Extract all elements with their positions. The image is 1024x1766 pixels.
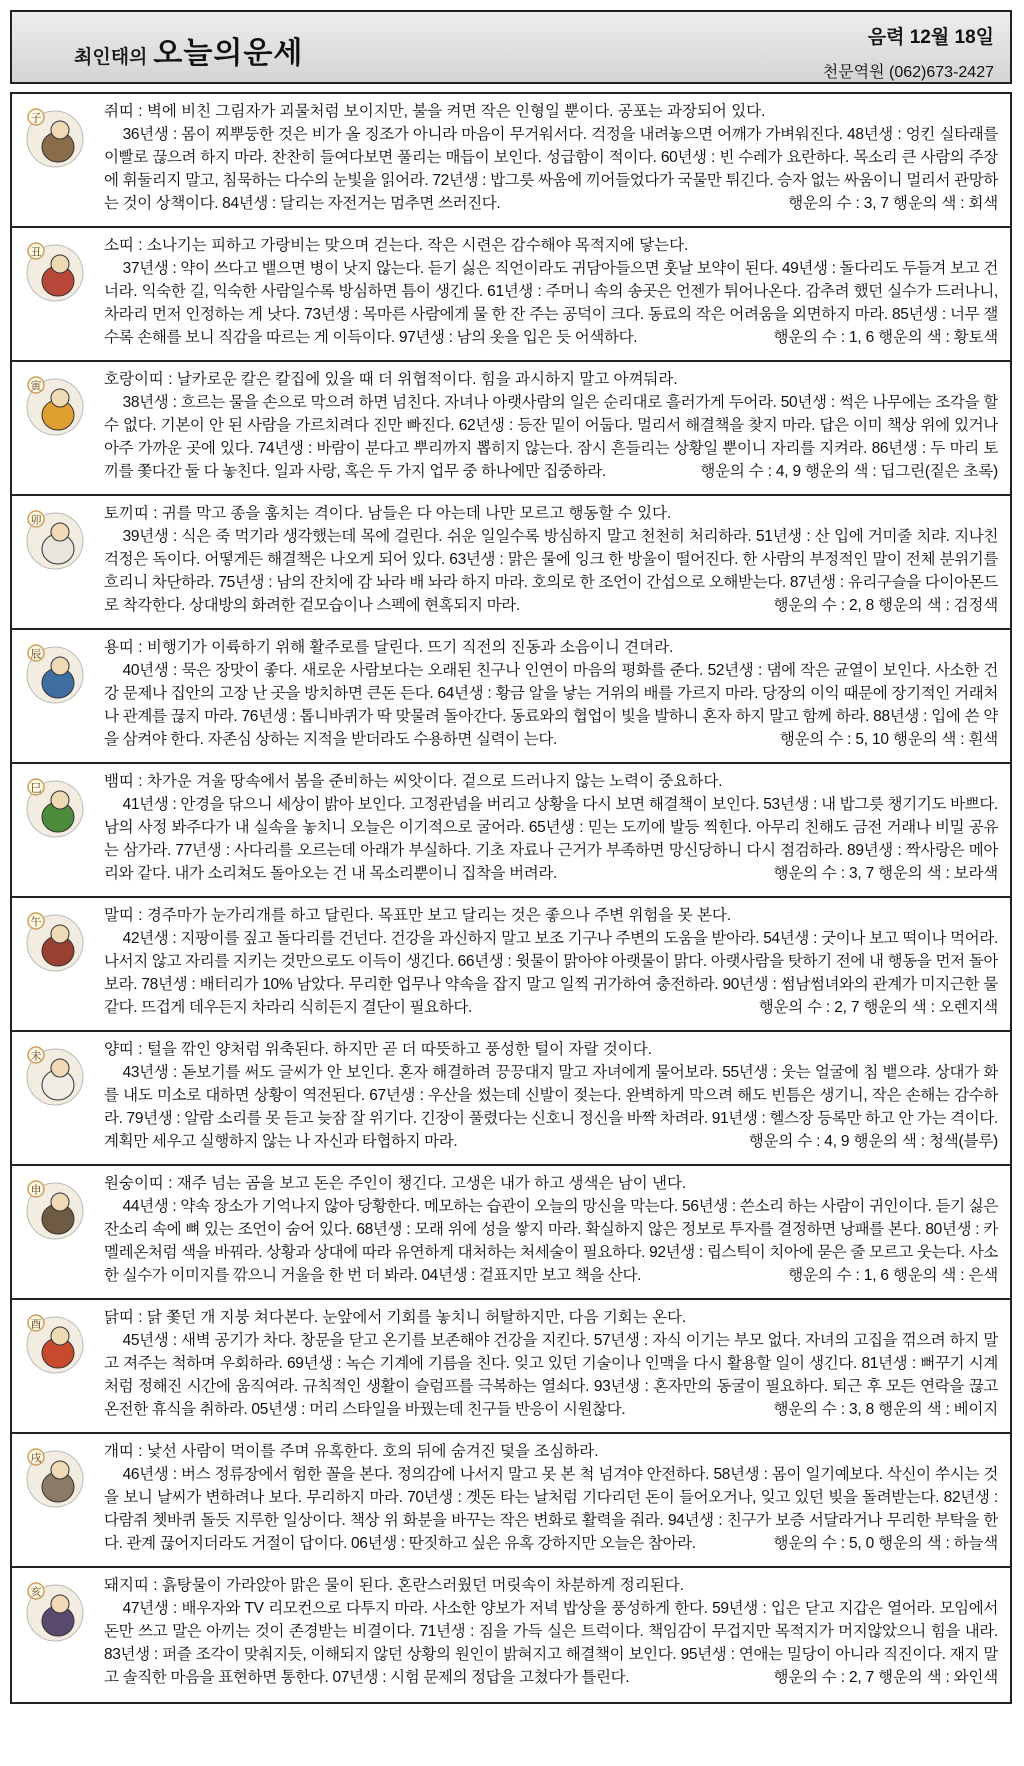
- zodiac-body-text: 40년생 : 묵은 장맛이 좋다. 새로운 사람보다는 오래된 친구나 인연이 마음의 평화를 준다. 52년생 : 댐에 작은 균열이 보인다. 사소한 건강 문제나 집안의 고장 난 곳을 방치하면 큰돈 든다. 64년생 : 황금 알을 낳는 거위의 배를 가르지 마라. 당장의 이익 때문에 장기적인 거래처나 관계를 끊지 마라. 76년생 : 톱니바퀴가 딱 맞물려 돌아간다. 동료와의 협업이 빛을 발하니 혼자 하지 말고 함께 하라. 88년생 : 입에 쓴 약을 삼켜야 한다. 자존심 상하는 지적을 받더라도 수용하면 실력이 는다.: [104, 662, 998, 748]
- brand-author: 최인태의: [74, 46, 148, 68]
- zodiac-entry: [12, 1434, 1010, 1568]
- zodiac-char: 卯: [30, 513, 42, 527]
- zodiac-body: [104, 1463, 998, 1555]
- zodiac-entry: [12, 898, 1010, 1032]
- zodiac-body-text: 43년생 : 돋보기를 써도 글씨가 안 보인다. 혼자 해결하려 끙끙대지 말고 자녀에게 물어보라. 55년생 : 웃는 얼굴에 침 뱉으랴. 상대가 화를 내도 미소로 대하면 상황이 역전된다. 67년생 : 우산을 썼는데 신발이 젖는다. 완벽하게 막으려 해도 빈틈은 생기니, 작은 손해는 감수하라. 79년생 : 알람 소리를 못 듣고 늦잠 잘 위기다. 긴장이 풀렸다는 신호니 정신을 바짝 차려라. 91년생 : 헬스장 등록만 하고 안 가는 격이다. 계획만 세우고 실행하지 않는 나 자신과 타협하지 마라.: [104, 1064, 998, 1150]
- zodiac-char: 酉: [30, 1317, 42, 1331]
- zodiac-body: [104, 1329, 998, 1421]
- zodiac-entry: [12, 1300, 1010, 1434]
- header-info: [823, 22, 994, 82]
- zodiac-entry: [12, 228, 1010, 362]
- lucky-info: 행운의 수 : 4, 9 행운의 색 : 청색(블루): [748, 1133, 998, 1150]
- zodiac-headline: 말띠 : 경주마가 눈가리개를 하고 달린다. 목표만 보고 달리는 것은 좋으나 주변 위험을 못 본다.: [104, 907, 732, 924]
- zodiac-body: [104, 391, 998, 483]
- zodiac-animal-icon: [24, 772, 86, 846]
- zodiac-animal-icon: [24, 504, 86, 578]
- header: [10, 10, 1012, 84]
- zodiac-char: 子: [30, 111, 42, 125]
- zodiac-body: [104, 1061, 998, 1153]
- lucky-info: 행운의 수 : 3, 8 행운의 색 : 베이지: [773, 1401, 998, 1418]
- zodiac-entry: [12, 630, 1010, 764]
- zodiac-entry: [12, 1166, 1010, 1300]
- lucky-info: 행운의 수 : 2, 7 행운의 색 : 오렌지색: [758, 999, 998, 1016]
- zodiac-list: [10, 92, 1012, 1704]
- zodiac-char: 寅: [30, 379, 42, 393]
- zodiac-char: 亥: [30, 1585, 42, 1599]
- zodiac-animal-icon: [24, 1040, 86, 1114]
- lunar-date: 음력 12월 18일: [867, 27, 994, 48]
- zodiac-body: [104, 793, 998, 885]
- lucky-info: 행운의 수 : 2, 8 행운의 색 : 검정색: [773, 597, 998, 614]
- zodiac-body-text: 46년생 : 버스 정류장에서 험한 꼴을 본다. 정의감에 나서지 말고 못 본 척 넘겨야 안전하다. 58년생 : 몸이 일기예보다. 삭신이 쑤시는 것을 보니 날씨가 변하려나 보다. 무리하지 마라. 70년생 : 곗돈 타는 날처럼 기다리던 돈이 들어오거나, 잊고 있던 빚을 돌려받는다. 82년생 : 다람쥐 쳇바퀴 돌듯 지루한 일상이다. 책상 위 화분을 바꾸는 작은 변화로 활력을 줘라. 94년생 : 친구가 보증 서달라거나 무리한 부탁을 한다. 관계 끊어지더라도 거절이 답이다. 06년생 : 딴짓하고 싶은 유혹 강하지만 오늘은 참아라.: [104, 1466, 998, 1552]
- zodiac-headline: 소띠 : 소나기는 피하고 가랑비는 맞으며 걷는다. 작은 시련은 감수해야 목적지에 닿는다.: [104, 237, 689, 254]
- zodiac-headline: 개띠 : 낯선 사람이 먹이를 주며 유혹한다. 호의 뒤에 숨겨진 덫을 조심하라.: [104, 1443, 599, 1460]
- lucky-info: 행운의 수 : 1, 6 행운의 색 : 황토색: [773, 329, 998, 346]
- lucky-info: 행운의 수 : 5, 10 행운의 색 : 흰색: [779, 731, 998, 748]
- zodiac-char: 辰: [30, 647, 42, 661]
- zodiac-animal-icon: [24, 1576, 86, 1650]
- lucky-info: 행운의 수 : 3, 7 행운의 색 : 회색: [788, 195, 998, 212]
- zodiac-entry: [12, 1568, 1010, 1702]
- zodiac-char: 丑: [30, 245, 42, 259]
- zodiac-body-text: 36년생 : 몸이 찌뿌둥한 것은 비가 올 징조가 아니라 마음이 무거워서다. 걱정을 내려놓으면 어깨가 가벼워진다. 48년생 : 엉킨 실타래를 이빨로 끊으려 하지 마라. 찬찬히 들여다보면 풀리는 매듭이 보인다. 성급함이 적이다. 60년생 : 빈 수레가 요란하다. 목소리 큰 사람의 주장에 휘둘리지 말고, 침묵하는 다수의 눈빛을 읽어라. 72년생 : 밥그릇 싸움에 끼어들었다가 국물만 튀긴다. 승자 없는 싸움이니 멀리서 관망하는 것이 상책이다. 84년생 : 달리는 자전거는 멈추면 쓰러진다.: [104, 126, 998, 212]
- zodiac-entry: [12, 496, 1010, 630]
- zodiac-char: 巳: [30, 781, 42, 795]
- zodiac-headline: 양띠 : 털을 깎인 양처럼 위축된다. 하지만 곧 더 따뜻하고 풍성한 털이 자랄 것이다.: [104, 1041, 653, 1058]
- zodiac-animal-icon: [24, 370, 86, 444]
- zodiac-animal-icon: [24, 236, 86, 310]
- zodiac-animal-icon: [24, 1174, 86, 1248]
- brand: [74, 28, 303, 72]
- lucky-info: 행운의 수 : 2, 7 행운의 색 : 와인색: [773, 1669, 998, 1686]
- zodiac-body: [104, 257, 998, 349]
- zodiac-body: [104, 927, 998, 1019]
- zodiac-body-text: 37년생 : 약이 쓰다고 뱉으면 병이 낫지 않는다. 듣기 싫은 직언이라도 귀담아들으면 훗날 보약이 된다. 49년생 : 돌다리도 두들겨 보고 건너라. 익숙한 길, 익숙한 사람일수록 방심하면 틈이 생긴다. 61년생 : 주머니 속의 송곳은 언젠가 튀어나온다. 감추려 했던 실수가 드러나니, 차라리 먼저 인정하는 게 낫다. 73년생 : 목마른 사람에게 물 한 잔 주는 공덕이 크다. 동료의 작은 어려움을 외면하지 마라. 85년생 : 너무 잴수록 손해를 보니 직감을 따르는 게 이득이다. 97년생 : 남의 옷을 입은 듯 어색하다.: [104, 260, 998, 346]
- zodiac-animal-icon: [24, 906, 86, 980]
- zodiac-char: 午: [30, 915, 42, 929]
- zodiac-animal-icon: [24, 102, 86, 176]
- zodiac-headline: 원숭이띠 : 재주 넘는 곰을 보고 돈은 주인이 챙긴다. 고생은 내가 하고 생색은 남이 낸다.: [104, 1175, 687, 1192]
- zodiac-headline: 돼지띠 : 흙탕물이 가라앉아 맑은 물이 된다. 혼란스러웠던 머릿속이 차분하게 정리된다.: [104, 1577, 685, 1594]
- source-contact: 천문역원 (062)673-2427: [822, 64, 994, 81]
- lucky-info: 행운의 수 : 1, 6 행운의 색 : 은색: [788, 1267, 998, 1284]
- zodiac-headline: 토끼띠 : 귀를 막고 종을 훔치는 격이다. 남들은 다 아는데 나만 모르고 행동할 수 있다.: [104, 505, 672, 522]
- zodiac-body: [104, 525, 998, 617]
- brand-title: 오늘의운세: [153, 36, 304, 71]
- zodiac-body-text: 41년생 : 안경을 닦으니 세상이 밝아 보인다. 고정관념을 버리고 상황을 다시 보면 해결책이 보인다. 53년생 : 내 밥그릇 챙기기도 바쁘다. 남의 사정 봐주다가 내 실속을 놓치니 오늘은 이기적으로 굴어라. 65년생 : 믿는 도끼에 발등 찍힌다. 아무리 친해도 금전 거래나 비밀 공유는 삼가라. 77년생 : 사다리를 오르는데 아래가 부실하다. 기초 자료나 근거가 부족하면 망신당하니 다시 점검하라. 89년생 : 짝사랑은 메아리와 같다. 내가 소리쳐도 돌아오는 건 내 목소리뿐이니 집착을 버려라.: [104, 796, 998, 882]
- zodiac-char: 戌: [30, 1451, 42, 1465]
- zodiac-entry: [12, 1032, 1010, 1166]
- zodiac-char: 申: [30, 1183, 42, 1197]
- zodiac-body: [104, 1195, 998, 1287]
- zodiac-body-text: 42년생 : 지팡이를 짚고 돌다리를 건넌다. 건강을 과신하지 말고 보조 기구나 주변의 도움을 받아라. 54년생 : 굿이나 보고 떡이나 먹어라. 나서지 않고 자리를 지키는 것만으로도 이득이 생긴다. 66년생 : 윗물이 맑아야 아랫물이 맑다. 아랫사람을 탓하기 전에 내 행동을 먼저 돌아보라. 78년생 : 배터리가 10% 남았다. 무리한 업무나 약속을 잡지 말고 일찍 귀가하여 충전하라. 90년생 : 썸남썸녀와의 관계가 미지근한 물 같다. 뜨겁게 데우든지 차라리 식히든지 결단이 필요하다.: [104, 930, 998, 1016]
- zodiac-headline: 호랑이띠 : 날카로운 칼은 칼집에 있을 때 더 위협적이다. 힘을 과시하지 말고 아껴둬라.: [104, 371, 678, 388]
- zodiac-entry: [12, 764, 1010, 898]
- zodiac-animal-icon: [24, 638, 86, 712]
- zodiac-body: [104, 1597, 998, 1689]
- zodiac-body-text: 39년생 : 식은 죽 먹기라 생각했는데 목에 걸린다. 쉬운 일일수록 방심하지 말고 천천히 처리하라. 51년생 : 산 입에 거미줄 치랴. 지나친 걱정은 독이다. 어떻게든 해결책은 나오게 되어 있다. 63년생 : 맑은 물에 잉크 한 방울이 떨어진다. 한 사람의 부정적인 말이 전체 분위기를 흐리니 차단하라. 75년생 : 남의 잔치에 감 놔라 배 놔라 하지 마라. 호의로 한 조언이 간섭으로 오해받는다. 87년생 : 유리구슬을 다이아몬드로 착각한다. 상대방의 화려한 겉모습이나 스펙에 현혹되지 마라.: [104, 528, 998, 614]
- zodiac-headline: 뱀띠 : 차가운 겨울 땅속에서 봄을 준비하는 씨앗이다. 겉으로 드러나지 않는 노력이 중요하다.: [104, 773, 723, 790]
- zodiac-body: [104, 123, 998, 215]
- zodiac-animal-icon: [24, 1442, 86, 1516]
- zodiac-headline: 쥐띠 : 벽에 비친 그림자가 괴물처럼 보이지만, 불을 켜면 작은 인형일 뿐이다. 공포는 과장되어 있다.: [104, 103, 766, 120]
- zodiac-entry: [12, 362, 1010, 496]
- zodiac-body: [104, 659, 998, 751]
- lucky-info: 행운의 수 : 5, 0 행운의 색 : 하늘색: [773, 1535, 998, 1552]
- lucky-info: 행운의 수 : 4, 9 행운의 색 : 딥그린(짙은 초록): [700, 463, 998, 480]
- zodiac-body-text: 45년생 : 새벽 공기가 차다. 창문을 닫고 온기를 보존해야 건강을 지킨다. 57년생 : 자식 이기는 부모 없다. 자녀의 고집을 꺾으려 하지 말고 져주는 척하며 우회하라. 69년생 : 녹슨 기계에 기름을 친다. 잊고 있던 기술이나 인맥을 다시 활용할 일이 생긴다. 81년생 : 뻐꾸기 시계처럼 정해진 시간에 움직여라. 규칙적인 생활이 슬럼프를 극복하는 열쇠다. 93년생 : 혼자만의 동굴이 필요하다. 퇴근 후 모든 연락을 끊고 온전한 휴식을 취하라. 05년생 : 머리 스타일을 바꿨는데 친구들 반응이 시원찮다.: [104, 1332, 998, 1418]
- lucky-info: 행운의 수 : 3, 7 행운의 색 : 보라색: [773, 865, 998, 882]
- zodiac-char: 未: [30, 1049, 42, 1063]
- zodiac-headline: 닭띠 : 닭 쫓던 개 지붕 쳐다본다. 눈앞에서 기회를 놓치니 허탈하지만, 다음 기회는 온다.: [104, 1309, 687, 1326]
- zodiac-headline: 용띠 : 비행기가 이륙하기 위해 활주로를 달린다. 뜨기 직전의 진동과 소음이니 견뎌라.: [104, 639, 674, 656]
- zodiac-body-text: 38년생 : 흐르는 물을 손으로 막으려 하면 넘친다. 자녀나 아랫사람의 일은 순리대로 흘러가게 두어라. 50년생 : 썩은 나무에는 조각을 할 수 없다. 기본이 안 된 사람을 가르치려다 진만 빠진다. 62년생 : 등잔 밑이 어둡다. 멀리서 해결책을 찾지 마라. 답은 이미 책상 위에 있거나 아주 가까운 곳에 있다. 74년생 : 바람이 분다고 뿌리까지 뽑히지 않는다. 잠시 흔들리는 상황일 뿐이니 자리를 지켜라. 86년생 : 두 마리 토끼를 쫓다간 둘 다 놓친다. 일과 사랑, 혹은 두 가지 업무 중 하나에만 집중하라.: [104, 394, 998, 480]
- zodiac-body-text: 47년생 : 배우자와 TV 리모컨으로 다투지 마라. 사소한 양보가 저녁 밥상을 풍성하게 한다. 59년생 : 입은 닫고 지갑은 열어라. 모임에서 돈만 쓰고 말은 아끼는 것이 존경받는 비결이다. 71년생 : 짐을 가득 실은 트럭이다. 책임감이 무겁지만 목적지가 머지않았으니 힘을 내라. 83년생 : 퍼즐 조각이 맞춰지듯, 이해되지 않던 상황의 원인이 밝혀지고 해결책이 보인다. 95년생 : 연애는 밀당이 아니라 직진이다. 재지 말고 솔직한 마음을 표현하면 통한다. 07년생 : 시험 문제의 정답을 고쳤다가 틀린다.: [104, 1600, 998, 1686]
- zodiac-body-text: 44년생 : 약속 장소가 기억나지 않아 당황한다. 메모하는 습관이 오늘의 망신을 막는다. 56년생 : 쓴소리 하는 사람이 귀인이다. 듣기 싫은 잔소리 속에 뼈 있는 조언이 숨어 있다. 68년생 : 모래 위에 성을 쌓지 마라. 확실하지 않은 정보로 투자를 결정하면 낭패를 본다. 80년생 : 카멜레온처럼 색을 바꿔라. 상황과 상대에 따라 유연하게 대처하는 처세술이 필요하다. 92년생 : 립스틱이 치아에 묻은 줄 모르고 웃는다. 사소한 실수가 이미지를 깎으니 거울을 한 번 더 봐라. 04년생 : 겉표지만 보고 책을 산다.: [104, 1198, 998, 1284]
- zodiac-animal-icon: [24, 1308, 86, 1382]
- zodiac-entry: [12, 94, 1010, 228]
